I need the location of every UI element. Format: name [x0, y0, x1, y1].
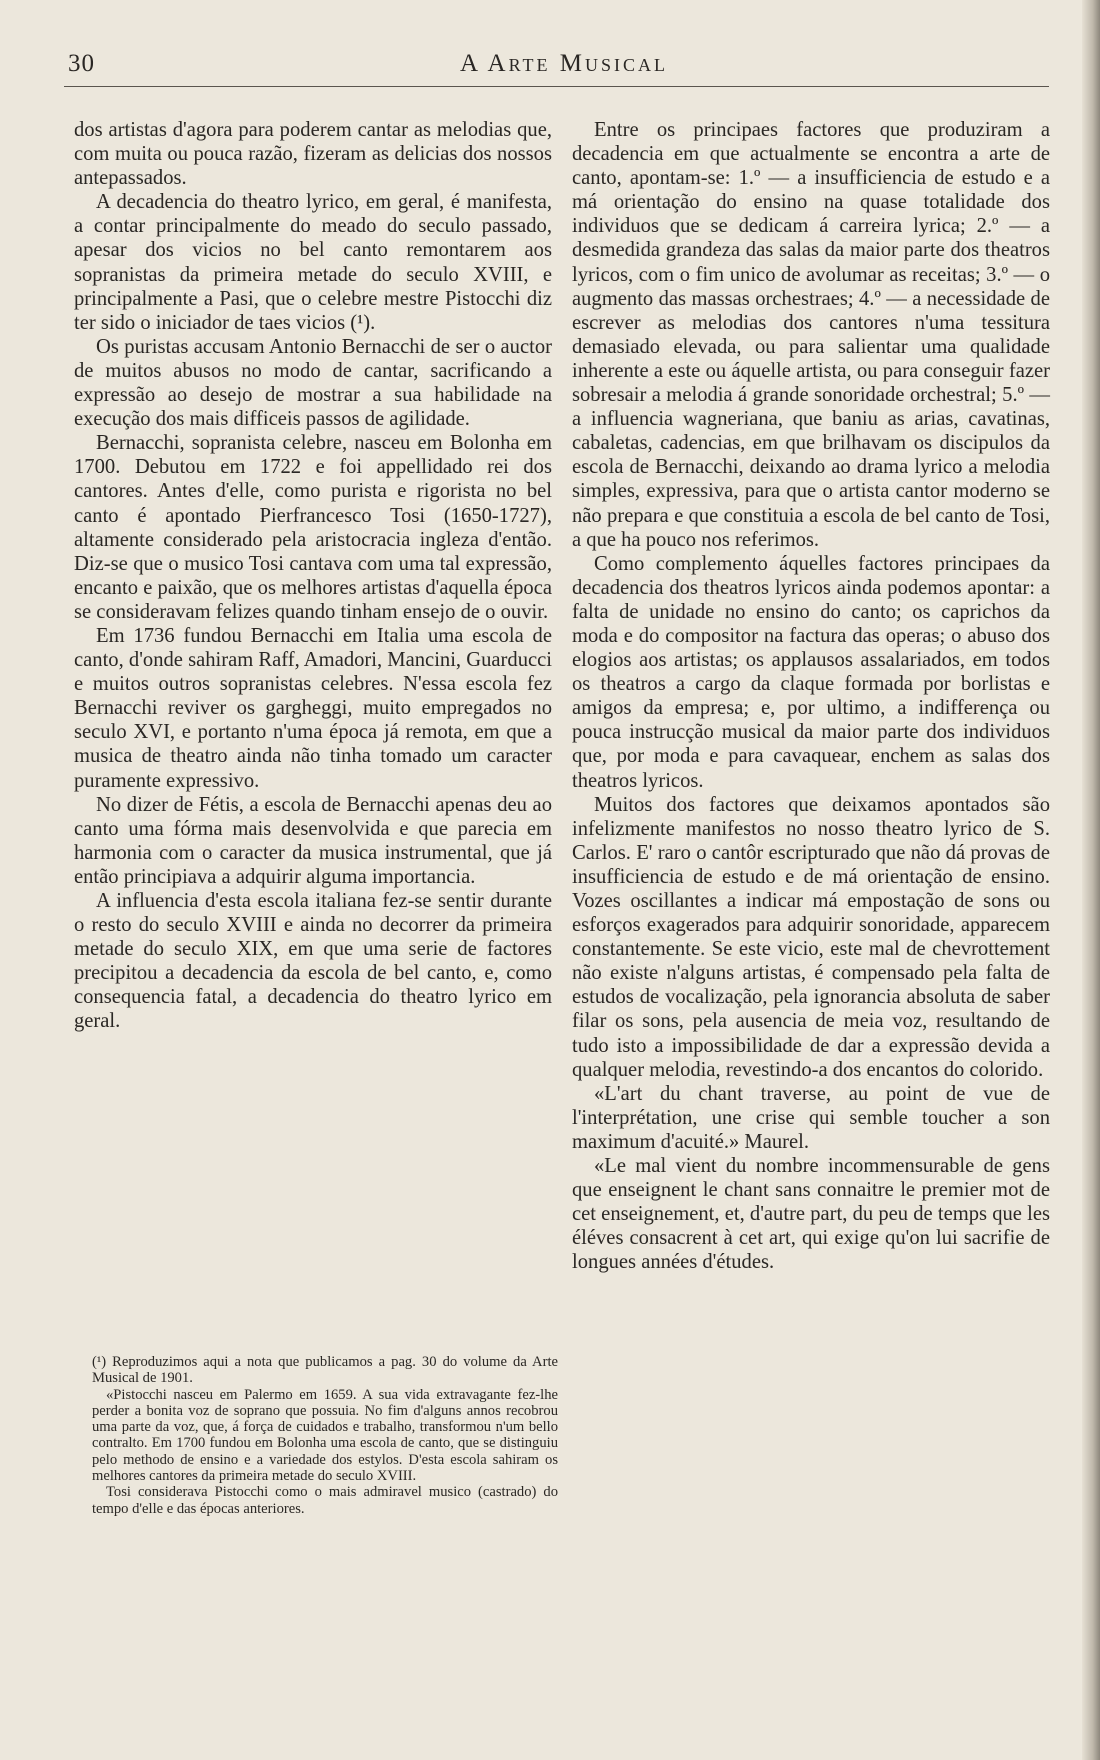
- paragraph: A decadencia do theatro lyrico, em geral, é manifesta, a contar principalmente do meado do seculo passado, apesar dos vicios no bel canto remontarem aos sopranistas da primeira metade do seculo XVIII, e principalmente a Pasi, que o celebre mestre Pistocchi diz ter sido o iniciador de taes vicios (¹).: [74, 191, 552, 334]
- paragraph: Em 1736 fundou Bernacchi em Italia uma escola de canto, d'onde sahiram Raff, Amadori, Mancini, Guarducci e muitos outros sopranistas celebres. N'essa escola fez Bernacchi reviver os gargheggi, muito empregados no seculo XVI, e portanto n'uma época já remota, em que a musica de theatro ainda não tinha tomado um caracter puramente expressivo.: [74, 624, 552, 792]
- left-column: [74, 118, 552, 1034]
- paragraph: «Le mal vient du nombre incommensurable de gens que enseignent le chant sans connaitre le premier mot de cet enseignement, et, d'autre part, du peu de temps que les éléves consacrent à cet art, qui exige qu'on lui sacrifie de longues années d'études.: [572, 1155, 1050, 1274]
- page-edge-shadow: [1082, 0, 1100, 1760]
- footnotes: [92, 1354, 558, 1517]
- paragraph: «L'art du chant traverse, au point de vue de l'interprétation, une crise qui semble toucher a son maximum d'acuité.» Maurel.: [572, 1082, 1050, 1153]
- paragraph: Os puristas accusam Antonio Bernacchi de ser o auctor de muitos abusos no modo de cantar, sacrificando a expressão ao desejo de mostrar a sua habilidade na execução dos mais difficeis passos de agilidade.: [74, 335, 552, 431]
- paragraph: Entre os principaes factores que produziram a decadencia em que actualmente se encontra a arte de canto, apontam-se: 1.º — a insufficiencia de estudo e a má orientação do ensino na quase totalidade dos individuos que se dedicam á carreira lyrica; 2.º — a desmedida grandeza das salas da maior parte dos theatros lyricos, com o fim unico de avolumar as receitas; 3.º — o augmento das massas orchestraes; 4.º — a necessidade de escrever as melodias dos cantores n'uma tessitura demasiado elevada, ou para salientar uma qualidade inherente a este ou áquelle artista, ou para conseguir fazer sobresair a melodia á grande sonoridade orchestral; 5.º — a influencia wagneriana, que baniu as arias, cavatinas, cabaletas, cadencias, em que brilhavam os discipulos da escola de Bernacchi, deixando ao drama lyrico a melodia simples, expressiva, para que o artista cantor moderno se não prepara e que constituia a escola de bel canto de Tosi, a que ha pouco nos referimos.: [572, 119, 1050, 551]
- running-title: A Arte Musical: [460, 50, 668, 77]
- paragraph: Como complemento áquelles factores principaes da decadencia dos theatros lyricos ainda podemos apontar: a falta de unidade no ensino do canto; os caprichos da moda e do compositor na factura das operas; o abuso dos elogios aos artistas; os applausos assalariados, em todos os theatros a cargo da claque formada por borlistas e amigos da empresa; e, por ultimo, a indifferença ou pouca instrucção musical da maior parte dos individuos que, por moda e para cavaquear, enchem as salas dos theatros lyricos.: [572, 552, 1050, 792]
- paragraph: No dizer de Fétis, a escola de Bernacchi apenas deu ao canto uma fórma mais desenvolvida e que parecia em harmonia com o caracter da musica instrumental, que já então principiava a adquirir alguma importancia.: [74, 793, 552, 888]
- right-column: [572, 118, 1050, 1275]
- footnote: Tosi considerava Pistocchi como o mais admiravel musico (castrado) do tempo d'elle e das épocas anteriores.: [92, 1484, 558, 1517]
- header-rule: [64, 86, 1049, 87]
- footnote: «Pistocchi nasceu em Palermo em 1659. A sua vida extravagante fez-lhe perder a bonita voz de soprano que possuia. No fim d'alguns annos recobrou uma parte da voz, que, á força de cuidados e trabalho, transformou n'um bello contralto. Em 1700 fundou em Bolonha uma escola de canto, que se distinguiu pelo methodo de ensino e a variedade dos estylos. D'esta escola sahiram os melhores cantores da primeira metade do seculo XVIII.: [92, 1386, 558, 1485]
- page-header: [68, 50, 1060, 86]
- footnote: (¹) Reproduzimos aqui a nota que publicamos a pag. 30 do volume da Arte Musical de 1901.: [92, 1354, 558, 1387]
- paragraph: Bernacchi, sopranista celebre, nasceu em Bolonha em 1700. Debutou em 1722 e foi appellidado rei dos cantores. Antes d'elle, como purista e rigorista no bel canto é apontado Pierfrancesco Tosi (1650-1727), altamente considerado pela aristocracia ingleza d'então. Diz-se que o musico Tosi cantava com uma tal expressão, encanto e paixão, que os melhores artistas d'aquella época se consideravam felizes quando tinham ensejo de o ouvir.: [74, 432, 552, 623]
- paragraph: Muitos dos factores que deixamos apontados são infelizmente manifestos no nosso theatro lyrico de S. Carlos. E' raro o cantôr escripturado que não dá provas de insufficiencia de estudo e de má orientação de ensino. Vozes oscillantes a indicar má empostação de sons ou esforços exagerados para adquirir sonoridade, apparecem constantemente. Se este vicio, este mal de chevrottement não existe n'alguns artistas, é compensado pela falta de estudos de vocalização, pela ignorancia absoluta de saber filar os sons, pela ausencia de meia voz, resultando de tudo isto a impossibilidade de dar a expressão devida a qualquer melodia, revestindo-a dos encantos do colorido.: [572, 793, 1050, 1081]
- paragraph: dos artistas d'agora para poderem cantar as melodias que, com muita ou pouca razão, fizeram as delicias dos nossos antepassados.: [74, 119, 552, 190]
- page-number: 30: [68, 50, 95, 77]
- paragraph: A influencia d'esta escola italiana fez-se sentir durante o resto do seculo XVIII e ainda no decorrer da primeira metade do seculo XIX, em que uma serie de factores precipitou a decadencia da escola de bel canto, e, como consequencia fatal, a decadencia do theatro lyrico em geral.: [74, 890, 552, 1033]
